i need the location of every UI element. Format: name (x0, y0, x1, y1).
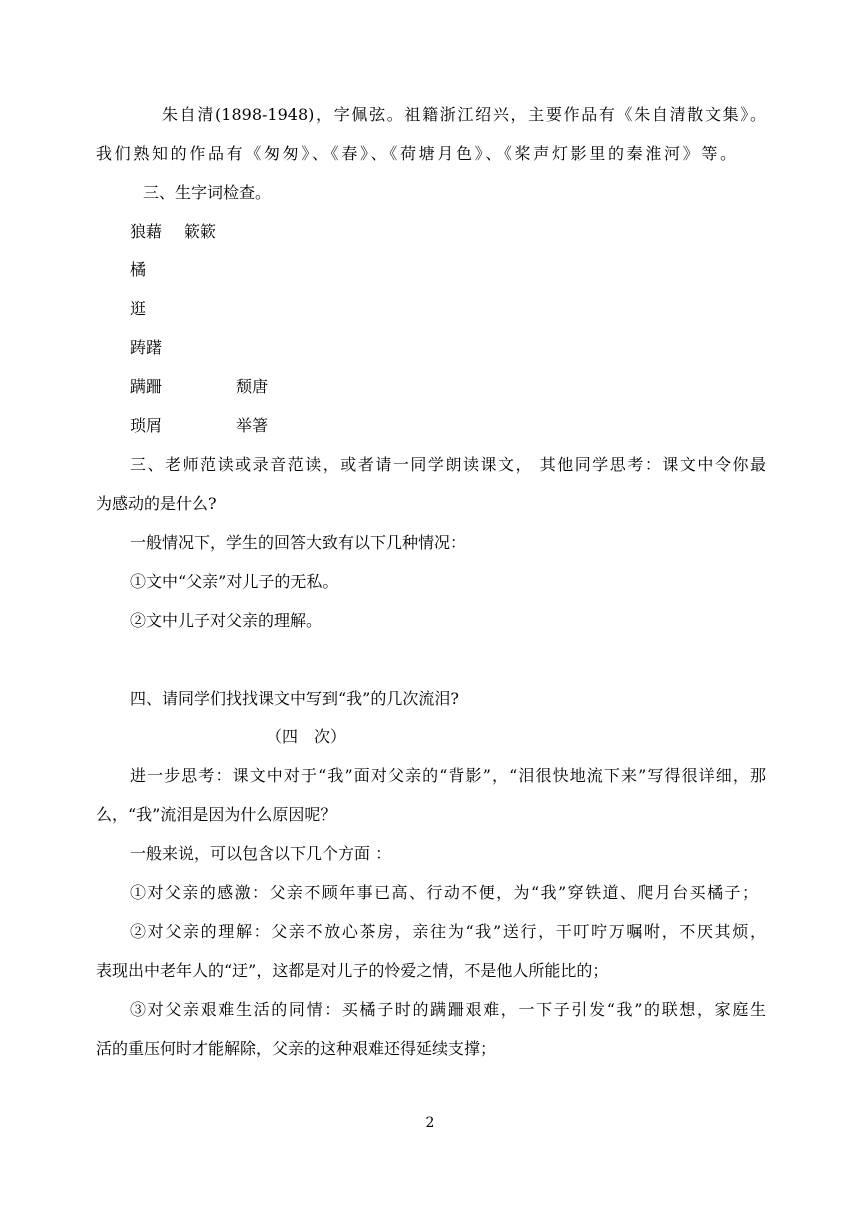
vocab-word: 举箸 (236, 416, 269, 435)
vocab-word: 橘 (130, 260, 147, 279)
vocab-word: 蹒跚 (130, 377, 163, 396)
tears-question: 四、请同学们找找课文中写到“我”的几次流泪? (130, 689, 459, 708)
point-2-line-1: ②对父亲的理解：父亲不放心茶房，亲往为“我”送行，干叮咛万嘱咐，不厌其烦， (130, 922, 766, 941)
point-1-line-1: ①对父亲的感激：父亲不顾年事已高、行动不便，为“我”穿铁道、爬月台买橘子； (130, 883, 758, 902)
tears-answer: （四 次） (266, 727, 347, 746)
point-3-line-2: 活的重压何时才能解除，父亲的这种艰难还得延续支撑； (96, 1039, 497, 1058)
reading-summary: 一般情况下，学生的回答大致有以下几种情况： (130, 533, 467, 552)
points-summary: 一般来说，可以包含以下几个方面 ： (130, 844, 392, 863)
reading-answer: ①文中“父亲”对儿子的无私。 (130, 572, 339, 591)
vocab-word: 簌簌 (184, 222, 217, 241)
reading-line-1: 三、老师范读或录音范读，或者请一同学朗读课文， 其他同学思考：课文中令你最 (130, 455, 766, 474)
further-line-2: 么，“我”流泪是因为什么原因呢？ (96, 805, 337, 824)
intro-line-1: 朱自清(1898-1948)，字佩弦。祖籍浙江绍兴，主要作品有《朱自清散文集》。 (162, 105, 766, 124)
vocab-word: 琐屑 (130, 416, 163, 435)
reading-line-2: 为感动的是什么? (96, 494, 217, 513)
reading-answer: ②文中儿子对父亲的理解。 (130, 611, 323, 630)
vocab-word: 颓唐 (236, 377, 269, 396)
vocab-heading: 三、生字词检查。 (143, 183, 272, 202)
page-number: 2 (425, 1115, 435, 1131)
intro-line-2: 我们熟知的作品有《匆匆》、《春》、《荷塘月色》、《桨声灯影里的秦淮河》等。 (96, 144, 736, 163)
point-2-line-2: 表现出中老年人的“迂”，这都是对儿子的怜爱之情，不是他人所能比的； (96, 961, 609, 980)
vocab-word: 逛 (130, 299, 147, 318)
vocab-word: 踌躇 (130, 338, 163, 357)
point-3-line-1: ③对父亲艰难生活的同情：买橘子时的蹒跚艰难，一下子引发“我”的联想，家庭生 (130, 1000, 766, 1019)
further-line-1: 进一步思考：课文中对于“我”面对父亲的“背影”，“泪很快地流下来”写得很详细，那 (130, 766, 766, 785)
vocab-word: 狼藉 (130, 222, 163, 241)
